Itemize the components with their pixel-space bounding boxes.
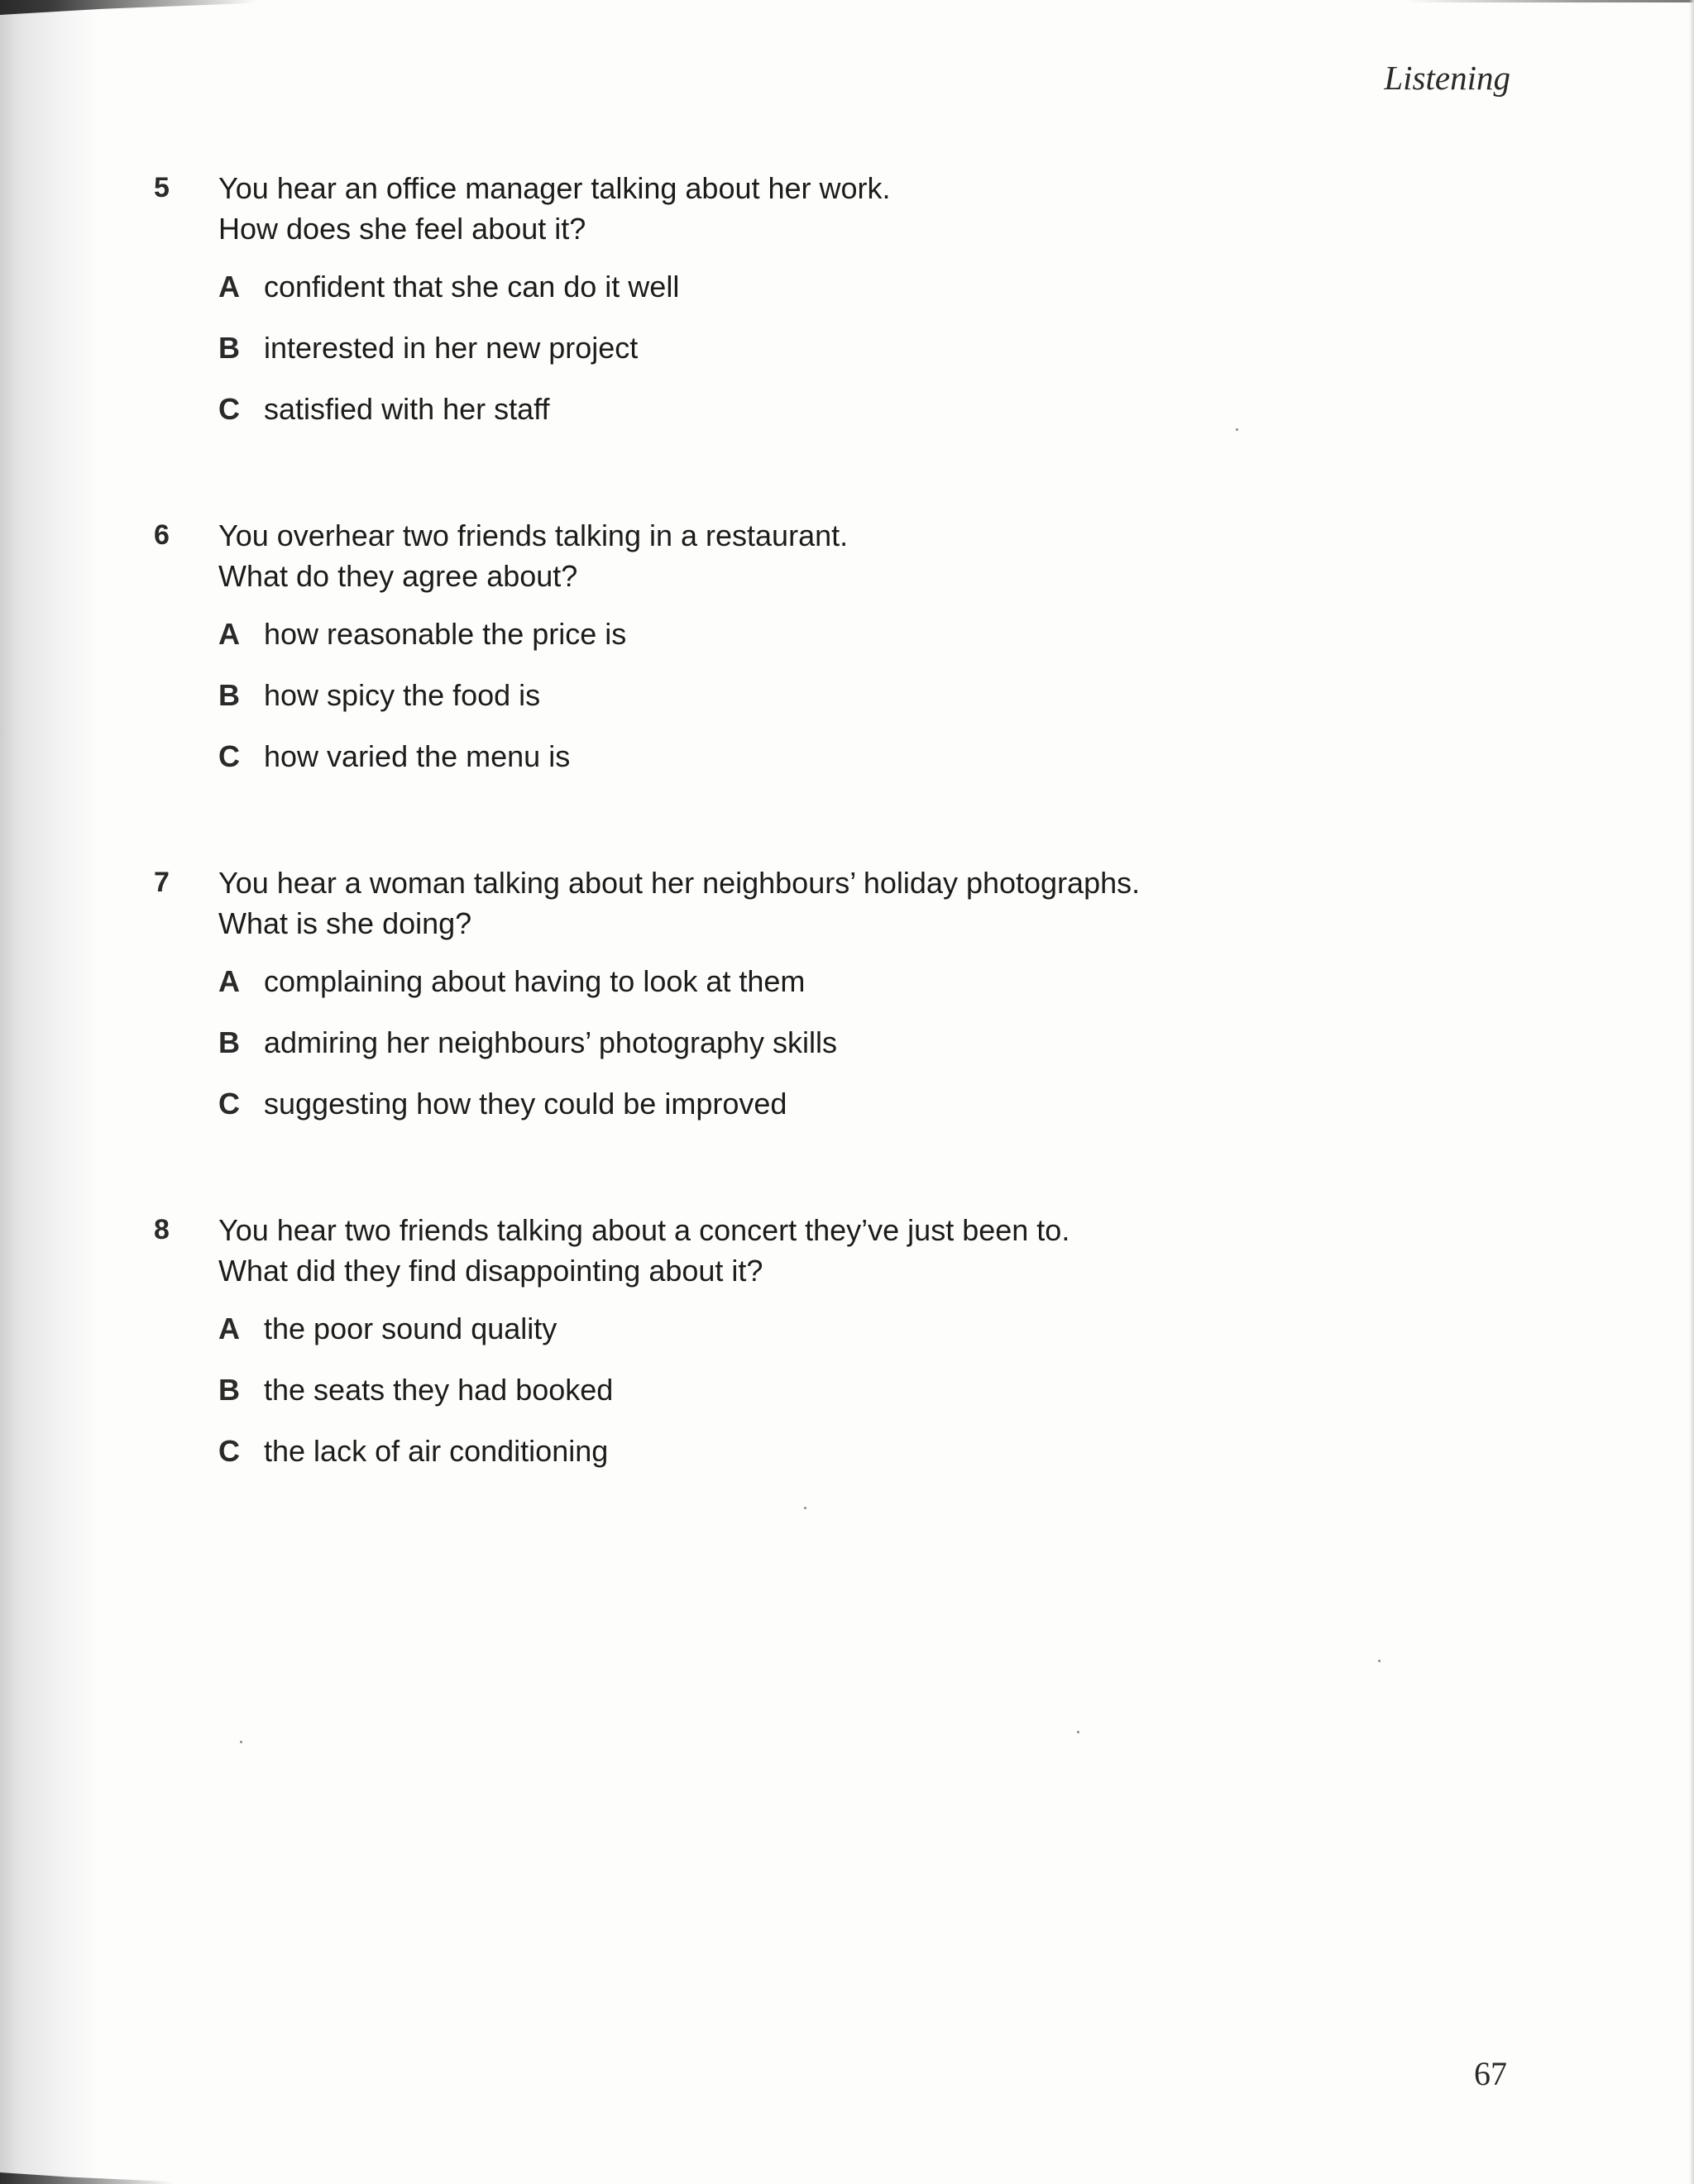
option-text: admiring her neighbours’ photography skills <box>264 1025 838 1059</box>
option-letter: B <box>218 331 240 365</box>
option-c <box>218 1433 613 1494</box>
option-b <box>218 1372 613 1433</box>
scan-speck <box>1378 1660 1381 1662</box>
question-7 <box>154 863 1395 1210</box>
option-c <box>218 391 679 452</box>
question-stem <box>218 515 848 596</box>
option-text: satisfied with her staff <box>264 392 550 426</box>
page-number: 67 <box>1474 2055 1507 2092</box>
option-text: how varied the menu is <box>264 739 571 773</box>
option-letter: C <box>218 739 240 773</box>
question-stem-line: You hear an office manager talking about her work. <box>218 171 891 205</box>
option-letter: C <box>218 392 240 426</box>
option-text: how spicy the food is <box>264 678 541 712</box>
option-list <box>218 963 837 1147</box>
option-b <box>218 1025 837 1086</box>
question-number: 8 <box>154 1214 170 1245</box>
option-letter: A <box>218 617 240 651</box>
option-letter: C <box>218 1087 240 1121</box>
scan-speck <box>240 1741 242 1743</box>
option-text: suggesting how they could be improved <box>264 1087 787 1121</box>
question-6 <box>154 515 1395 863</box>
option-a <box>218 616 626 677</box>
question-stem-line: How does she feel about it? <box>218 212 586 246</box>
page-binding-top-shadow <box>0 0 256 15</box>
question-list <box>154 168 1395 1557</box>
question-stem-line: What is she doing? <box>218 906 472 940</box>
option-letter: A <box>218 964 240 998</box>
option-letter: A <box>218 270 240 303</box>
option-c <box>218 738 626 800</box>
question-stem-line: What did they find disappointing about it? <box>218 1254 763 1288</box>
option-list <box>218 616 626 800</box>
question-number: 6 <box>154 519 170 551</box>
option-text: complaining about having to look at them <box>264 964 806 998</box>
question-stem <box>218 168 891 249</box>
option-c <box>218 1086 837 1147</box>
option-text: the poor sound quality <box>264 1312 557 1345</box>
option-a <box>218 1311 613 1372</box>
option-letter: B <box>218 678 240 712</box>
option-a <box>218 269 679 330</box>
scan-speck <box>804 1507 806 1509</box>
question-number: 5 <box>154 172 170 203</box>
question-5 <box>154 168 1395 515</box>
question-stem-line: You hear two friends talking about a concert they’ve just been to. <box>218 1213 1070 1247</box>
option-b <box>218 677 626 738</box>
option-text: the seats they had booked <box>264 1373 614 1407</box>
option-letter: B <box>218 1373 240 1407</box>
question-number: 7 <box>154 867 170 898</box>
running-head: Listening <box>1384 59 1510 97</box>
question-stem <box>218 1210 1070 1291</box>
page-binding-shadow <box>0 0 99 2184</box>
question-stem <box>218 863 1140 944</box>
option-b <box>218 330 679 391</box>
page-top-edge <box>1406 0 1694 2</box>
option-text: how reasonable the price is <box>264 617 627 651</box>
question-8 <box>154 1210 1395 1557</box>
option-list <box>218 269 679 452</box>
scan-speck <box>1077 1731 1079 1733</box>
question-stem-line: You hear a woman talking about her neighbours’ holiday photographs. <box>218 866 1141 900</box>
option-text: confident that she can do it well <box>264 270 680 303</box>
option-letter: A <box>218 1312 240 1345</box>
question-stem-line: What do they agree about? <box>218 559 578 593</box>
option-list <box>218 1311 613 1494</box>
question-stem-line: You overhear two friends talking in a restaurant. <box>218 519 849 552</box>
scan-speck <box>1236 428 1238 431</box>
option-letter: C <box>218 1434 240 1468</box>
option-a <box>218 963 837 1025</box>
page-right-edge <box>1689 0 1694 2184</box>
option-text: interested in her new project <box>264 331 639 365</box>
option-text: the lack of air conditioning <box>264 1434 609 1468</box>
option-letter: B <box>218 1025 240 1059</box>
